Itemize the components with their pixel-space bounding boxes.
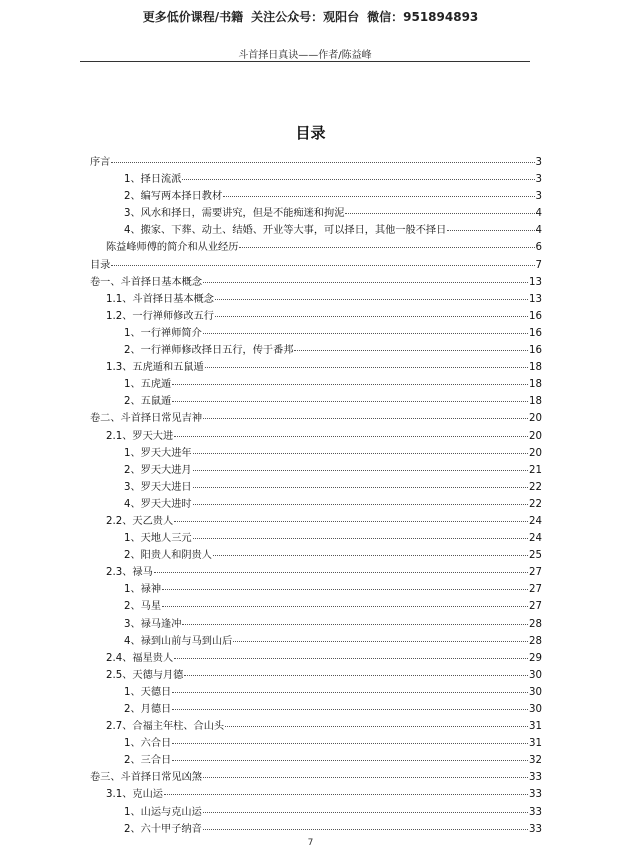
toc-entry[interactable] — [90, 479, 542, 496]
toc-entry-label: 2.5、天德与月德 — [106, 669, 184, 681]
toc-entry[interactable] — [90, 462, 542, 479]
toc-entry-page: 4 — [535, 225, 542, 237]
toc-entry-label: 2、罗天大进月 — [124, 464, 192, 476]
toc-entry-label: 3、禄马逢冲 — [124, 618, 182, 630]
toc-entry-label: 1、六合日 — [124, 738, 172, 750]
toc-entry-page: 7 — [535, 259, 542, 271]
toc-entry[interactable] — [90, 821, 542, 838]
toc-entry-label: 2、三合日 — [124, 755, 172, 767]
toc-entry-page: 6 — [535, 242, 542, 254]
toc-entry-page: 31 — [529, 738, 542, 750]
toc-entry-page: 27 — [529, 584, 542, 596]
toc-entry[interactable] — [90, 633, 542, 650]
toc-entry-page: 16 — [529, 310, 542, 322]
toc-entry[interactable] — [90, 496, 542, 513]
toc-entry-page: 20 — [529, 447, 542, 459]
toc-entry-page: 30 — [529, 686, 542, 698]
toc-leader-dots — [162, 606, 528, 607]
toc-entry-page: 24 — [529, 515, 542, 527]
toc-entry-label: 3.1、克山运 — [106, 789, 163, 801]
toc-entry-label: 2、一行禅师修改择日五行，传于番邦 — [124, 345, 294, 357]
toc-entry[interactable] — [90, 188, 542, 205]
toc-entry[interactable] — [90, 598, 542, 615]
toc-entry-page: 33 — [529, 806, 542, 818]
toc-entry[interactable] — [90, 616, 542, 633]
toc-entry[interactable] — [90, 393, 542, 410]
toc-entry-label: 1.1、斗首择日基本概念 — [106, 293, 214, 305]
toc-leader-dots — [203, 829, 528, 830]
toc-entry-page: 32 — [529, 755, 542, 767]
toc-entry-label: 1、一行禅师简介 — [124, 327, 202, 339]
banner-courses-text: 更多低价课程/书籍 — [142, 10, 244, 24]
toc-entry[interactable] — [90, 684, 542, 701]
toc-leader-dots — [213, 555, 528, 556]
toc-entry-page: 29 — [529, 652, 542, 664]
toc-leader-dots — [215, 316, 528, 317]
toc-entry-page: 33 — [529, 789, 542, 801]
toc-entry-page: 30 — [529, 669, 542, 681]
toc-leader-dots — [225, 726, 528, 727]
toc-entry[interactable] — [90, 171, 542, 188]
toc-entry-page: 4 — [535, 208, 542, 220]
toc-entry[interactable] — [90, 701, 542, 718]
toc-entry-page: 28 — [529, 618, 542, 630]
toc-entry[interactable] — [90, 376, 542, 393]
toc-entry-page: 16 — [529, 327, 542, 339]
toc-entry-label: 2.2、天乙贵人 — [106, 515, 174, 527]
toc-entry[interactable] — [90, 513, 542, 530]
toc-entry-label: 4、禄到山前与马到山后 — [124, 635, 233, 647]
toc-entry-label: 3、罗天大进日 — [124, 481, 192, 493]
toc-leader-dots — [203, 282, 528, 283]
toc-entry-page: 16 — [529, 345, 542, 357]
toc-entry-page: 27 — [529, 567, 542, 579]
toc-entry-label: 2.7、合福主年柱、合山头 — [106, 721, 225, 733]
toc-entry[interactable] — [90, 547, 542, 564]
toc-entry[interactable] — [90, 564, 542, 581]
toc-entry-label: 1.2、一行禅师修改五行 — [106, 310, 214, 322]
toc-entry-page: 20 — [529, 413, 542, 425]
toc-entry-label: 卷二、斗首择日常见吉神 — [90, 413, 203, 425]
toc-entry-page: 18 — [529, 396, 542, 408]
toc-leader-dots — [345, 213, 534, 214]
toc-entry-label: 2、阳贵人和阴贵人 — [124, 550, 212, 562]
toc-leader-dots — [447, 230, 534, 231]
toc-leader-dots — [174, 436, 528, 437]
page-title: 目录 — [295, 124, 326, 142]
toc-entry-label: 1.3、五虎遁和五鼠遁 — [106, 362, 204, 374]
toc-leader-dots — [164, 794, 528, 795]
toc-leader-dots — [205, 367, 528, 368]
toc-leader-dots — [215, 299, 528, 300]
toc-leader-dots — [233, 641, 528, 642]
toc-entry-label: 2、马星 — [124, 601, 162, 613]
toc-entry[interactable] — [90, 222, 542, 239]
toc-entry[interactable] — [90, 735, 542, 752]
toc-entry[interactable] — [90, 786, 542, 803]
toc-leader-dots — [193, 453, 528, 454]
page-number: 7 — [307, 838, 314, 848]
toc-entry-page: 3 — [535, 191, 542, 203]
toc-entry-page: 24 — [529, 533, 542, 545]
toc-leader-dots — [223, 196, 534, 197]
toc-entry-page: 33 — [529, 823, 542, 835]
toc-entry[interactable] — [90, 804, 542, 821]
toc-entry-label: 目录 — [90, 259, 111, 271]
toc-entry-label: 1、罗天大进年 — [124, 447, 192, 459]
toc-entry[interactable] — [90, 445, 542, 462]
toc-entry[interactable] — [90, 530, 542, 547]
toc-entry-label: 1、天地人三元 — [124, 533, 192, 545]
toc-leader-dots — [111, 162, 534, 163]
toc-leader-dots — [193, 538, 528, 539]
toc-leader-dots — [162, 589, 528, 590]
toc-entry[interactable] — [90, 667, 542, 684]
header-rule — [80, 61, 530, 62]
toc-leader-dots — [172, 384, 528, 385]
toc-entry[interactable] — [90, 581, 542, 598]
toc-entry-page: 25 — [529, 550, 542, 562]
toc-entry[interactable] — [90, 718, 542, 735]
toc-entry-page: 22 — [529, 498, 542, 510]
banner-account-text: 关注公众号：观阳台 — [251, 10, 360, 24]
toc-entry-page: 3 — [535, 174, 542, 186]
toc-leader-dots — [203, 418, 528, 419]
toc-leader-dots — [294, 350, 528, 351]
toc-entry-page: 28 — [529, 635, 542, 647]
toc-entry-page: 20 — [529, 430, 542, 442]
toc-leader-dots — [184, 675, 528, 676]
toc-entry-label: 2、月德日 — [124, 704, 172, 715]
toc-entry[interactable] — [90, 154, 542, 171]
toc-entry-page: 21 — [529, 464, 542, 476]
toc-entry-label: 1、禄神 — [124, 584, 162, 596]
banner-wechat-text: 微信：951894893 — [367, 10, 479, 24]
toc-entry-page: 31 — [529, 721, 542, 733]
toc-leader-dots — [239, 247, 534, 248]
toc-entry-page: 30 — [529, 704, 542, 715]
toc-entry[interactable] — [90, 205, 542, 222]
toc-leader-dots — [174, 521, 528, 522]
toc-entry[interactable] — [90, 257, 542, 274]
toc-entry-label: 3、风水和择日，需要讲究，但是不能痴迷和拘泥 — [124, 208, 345, 220]
toc-leader-dots — [193, 504, 528, 505]
toc-leader-dots — [172, 692, 528, 693]
toc-entry-label: 4、搬家、下葬、动土、结婚、开业等大事，可以择日，其他一般不择日 — [124, 225, 447, 237]
toc-entry[interactable] — [90, 428, 542, 445]
toc-entry-label: 2、五鼠遁 — [124, 396, 172, 408]
toc-entry-label: 2、六十甲子纳音 — [124, 823, 202, 835]
toc-entry[interactable] — [90, 325, 542, 342]
toc-leader-dots — [203, 777, 528, 778]
toc-entry-page: 27 — [529, 601, 542, 613]
toc-entry-page: 18 — [529, 379, 542, 391]
promo-banner — [0, 8, 621, 25]
toc-entry-label: 卷三、斗首择日常见凶煞 — [90, 772, 203, 784]
toc-leader-dots — [193, 487, 528, 488]
toc-entry[interactable] — [90, 239, 542, 256]
toc-entry-label: 卷一、斗首择日基本概念 — [90, 276, 203, 288]
toc-entry-label: 陈益峰师傅的简介和从业经历 — [106, 242, 239, 254]
toc-leader-dots — [172, 401, 528, 402]
toc-entry[interactable] — [90, 342, 542, 359]
running-header: 斗首择日真诀——作者/陈益峰 — [238, 50, 372, 61]
toc-entry-page: 33 — [529, 772, 542, 784]
toc-entry-page: 22 — [529, 481, 542, 493]
toc-entry[interactable] — [90, 650, 542, 667]
toc-leader-dots — [154, 572, 528, 573]
toc-leader-dots — [172, 709, 528, 710]
toc-entry-label: 2.3、禄马 — [106, 567, 153, 579]
toc-entry-label: 1、择日流派 — [124, 174, 182, 186]
toc-leader-dots — [182, 179, 534, 180]
table-of-contents — [90, 154, 542, 838]
toc-entry-page: 3 — [535, 157, 542, 168]
toc-entry[interactable] — [90, 752, 542, 769]
toc-entry-page: 18 — [529, 362, 542, 374]
toc-entry-label: 2、编写两本择日教材 — [124, 191, 223, 203]
toc-entry[interactable] — [90, 308, 542, 325]
toc-entry[interactable] — [90, 769, 542, 786]
toc-entry[interactable] — [90, 274, 542, 291]
toc-entry[interactable] — [90, 359, 542, 376]
toc-entry-page: 13 — [529, 276, 542, 288]
toc-entry-label: 1、天德日 — [124, 686, 172, 698]
toc-entry[interactable] — [90, 410, 542, 427]
toc-leader-dots — [172, 743, 528, 744]
toc-entry-label: 2.1、罗天大进 — [106, 430, 174, 442]
toc-entry[interactable] — [90, 291, 542, 308]
toc-entry-label: 1、五虎遁 — [124, 379, 172, 391]
toc-leader-dots — [111, 265, 534, 266]
toc-leader-dots — [193, 470, 528, 471]
toc-leader-dots — [203, 812, 528, 813]
toc-leader-dots — [203, 333, 528, 334]
toc-entry-label: 1、山运与克山运 — [124, 806, 202, 818]
toc-leader-dots — [174, 658, 528, 659]
toc-entry-label: 4、罗天大进时 — [124, 498, 192, 510]
toc-entry-label: 2.4、福星贵人 — [106, 652, 174, 664]
toc-entry-page: 13 — [529, 293, 542, 305]
toc-leader-dots — [172, 760, 528, 761]
toc-leader-dots — [182, 624, 528, 625]
toc-entry-label: 序言 — [90, 157, 111, 168]
